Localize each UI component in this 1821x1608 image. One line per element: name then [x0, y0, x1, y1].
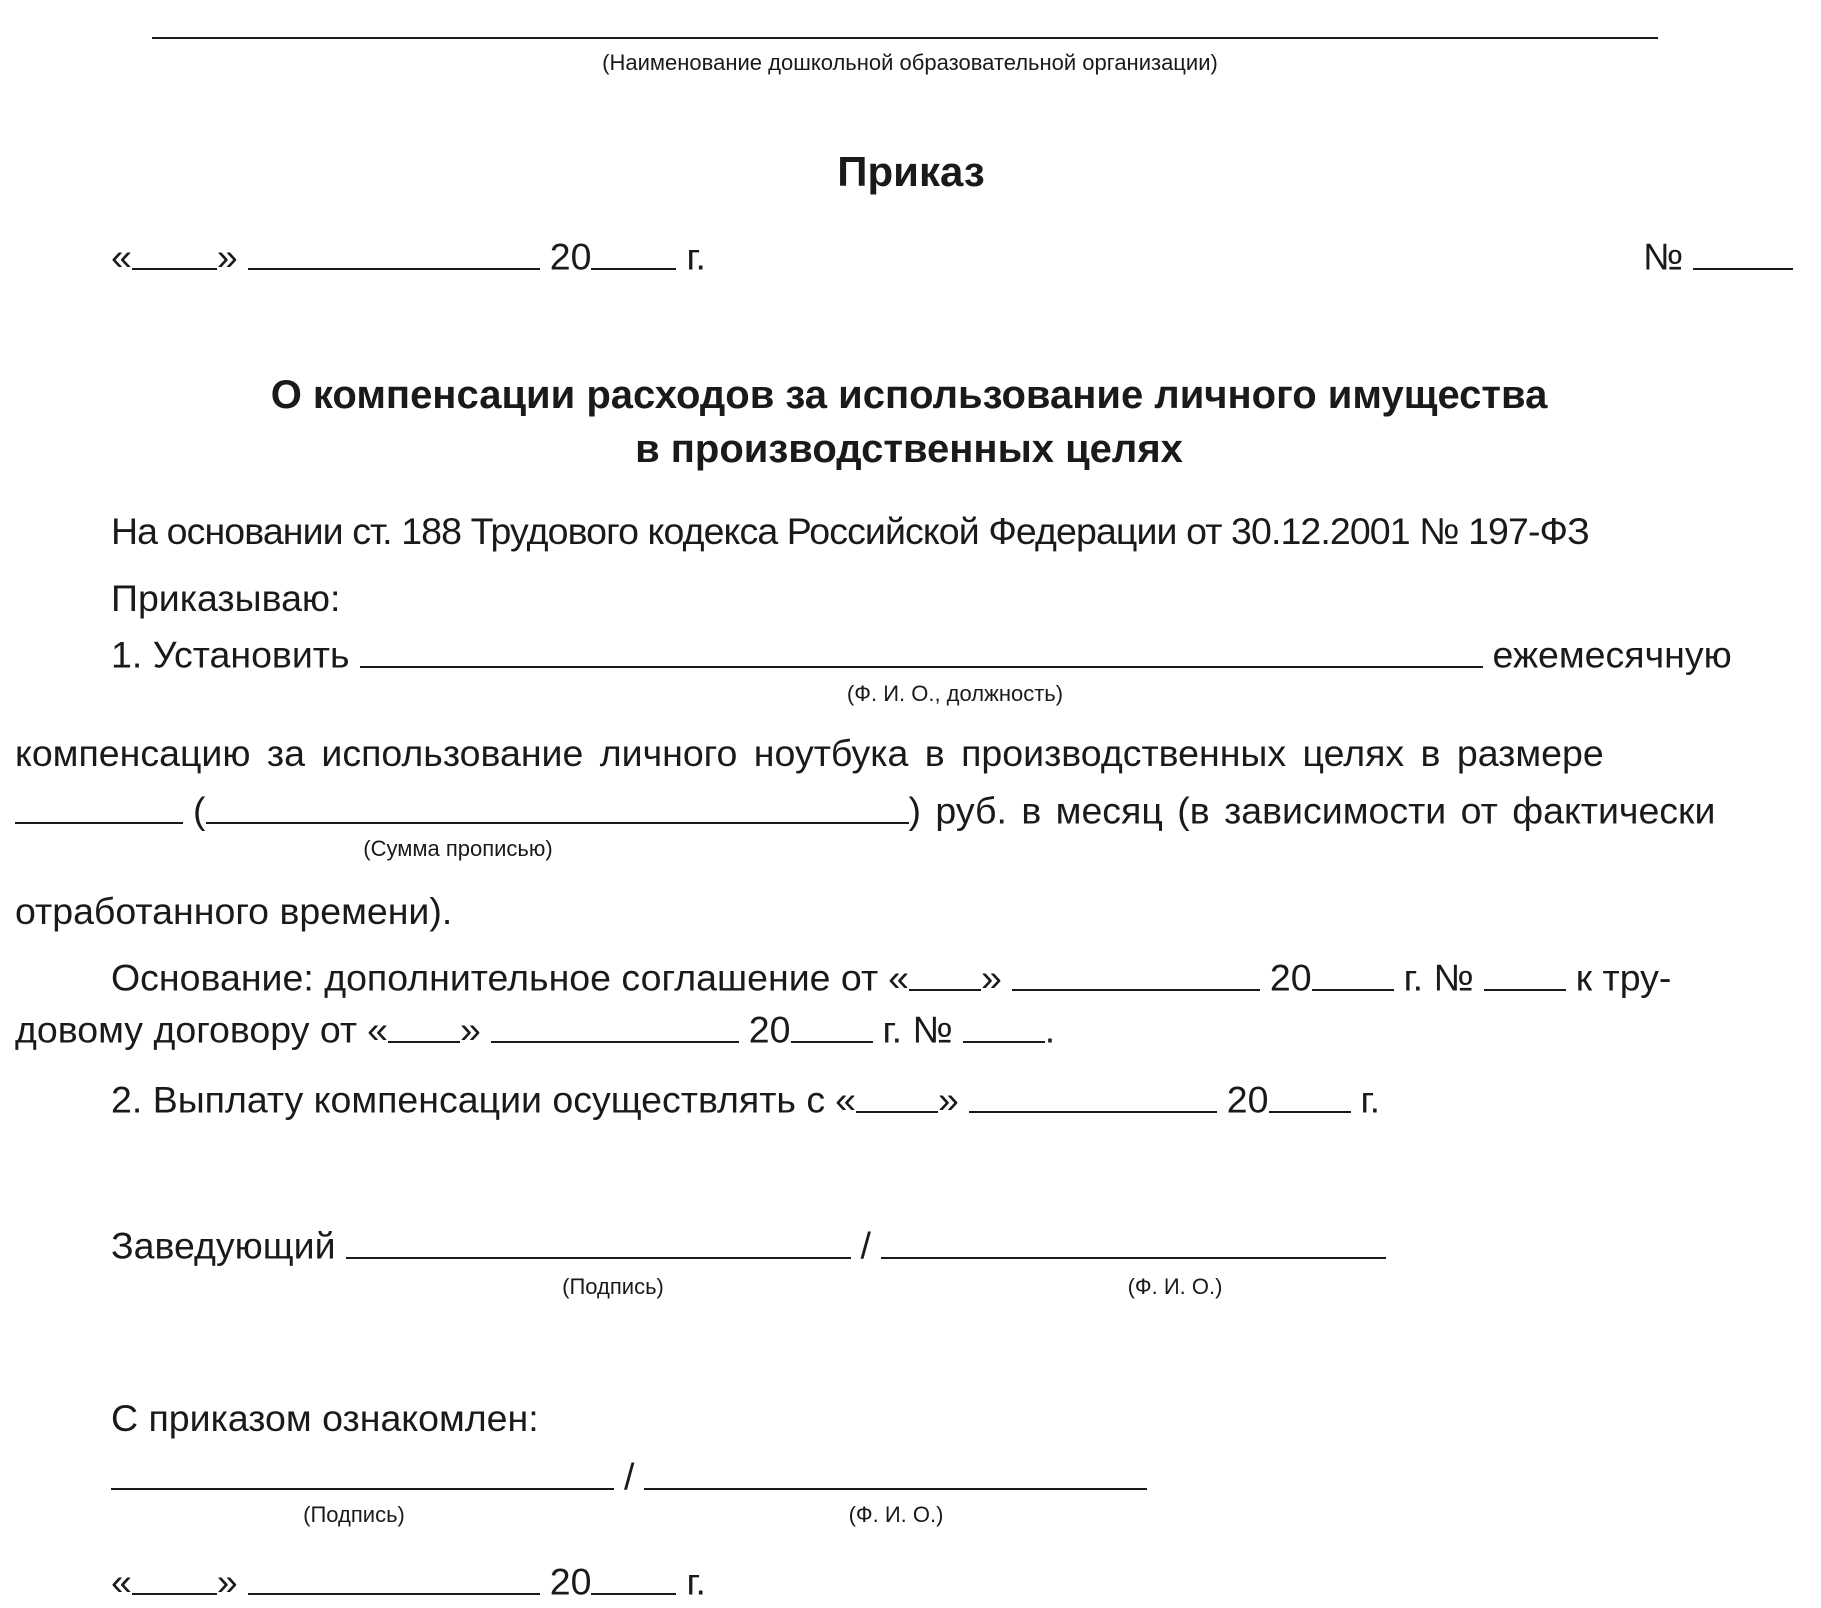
item1-line	[111, 630, 1732, 674]
ack-slash: /	[624, 1455, 635, 1498]
item1-line-3-rest: ) руб. в месяц (в зависимости от фактически	[908, 789, 1716, 832]
payment-year-suffix: г.	[1360, 1078, 1381, 1121]
amount-words-caption: (Сумма прописью)	[363, 836, 553, 861]
payment-year-prefix: 20	[1226, 1078, 1269, 1121]
agreement-year-field[interactable]	[1312, 953, 1394, 991]
item1-line-2: компенсацию за использование личного ноутбука в производственных целях в размере	[15, 732, 1604, 774]
ack-signature-field[interactable]	[111, 1452, 614, 1490]
basis2-suffix: к тру-	[1575, 956, 1672, 999]
quote-open: «	[111, 235, 132, 278]
basis2-line	[111, 953, 1671, 997]
basis2-prefix: Основание: дополнительное соглашение от	[111, 956, 879, 999]
agreement-number-label: г. №	[1403, 956, 1474, 999]
ack-date-line	[111, 1557, 706, 1601]
employee-field[interactable]	[360, 630, 1483, 668]
ack-signature-caption: (Подпись)	[303, 1502, 405, 1527]
head-signature-line	[111, 1221, 1386, 1265]
contract-month-field[interactable]	[491, 1005, 739, 1043]
ack-label: С приказом ознакомлен:	[111, 1397, 539, 1439]
agreement-day-field[interactable]	[909, 953, 981, 991]
quote-close: »	[937, 1078, 959, 1121]
ack-signature-line	[111, 1452, 1147, 1496]
year-prefix: 20	[549, 235, 592, 278]
head-fio-caption: (Ф. И. О.)	[1127, 1274, 1223, 1299]
number-field[interactable]	[1693, 232, 1793, 270]
ack-year-field[interactable]	[591, 1557, 676, 1595]
basis2-line-2	[15, 1005, 1055, 1049]
document-title: Приказ	[837, 148, 985, 195]
head-signature-field[interactable]	[346, 1221, 851, 1259]
org-name-caption: (Наименование дошкольной образовательной организации)	[602, 50, 1218, 75]
employee-caption: (Ф. И. О., должность)	[846, 681, 1064, 706]
org-name-line	[152, 37, 1658, 39]
contract-year-prefix: 20	[748, 1008, 791, 1051]
item1-prefix: 1. Установить	[111, 633, 350, 676]
payment-day-field[interactable]	[856, 1075, 938, 1113]
paren-open: (	[193, 789, 206, 832]
agreement-month-field[interactable]	[1012, 953, 1260, 991]
ack-year-prefix: 20	[549, 1560, 592, 1603]
quote-open: «	[888, 956, 909, 999]
order-number	[1643, 232, 1793, 276]
contract-year-field[interactable]	[791, 1005, 873, 1043]
agreement-number-field[interactable]	[1484, 953, 1566, 991]
item2-prefix: 2. Выплату компенсации осуществлять с	[111, 1078, 826, 1121]
ack-day-field[interactable]	[132, 1557, 217, 1595]
agreement-year-prefix: 20	[1269, 956, 1312, 999]
quote-close: »	[980, 956, 1002, 999]
quote-close: »	[216, 1560, 238, 1603]
basis2-line2-prefix: довому договору от	[15, 1008, 358, 1051]
ack-fio-caption: (Ф. И. О.)	[848, 1502, 944, 1527]
item1-suffix: ежемесячную	[1492, 633, 1732, 676]
payment-year-field[interactable]	[1269, 1075, 1351, 1113]
contract-day-field[interactable]	[388, 1005, 460, 1043]
signature-slash: /	[860, 1224, 871, 1267]
head-fio-field[interactable]	[881, 1221, 1386, 1259]
payment-month-field[interactable]	[969, 1075, 1217, 1113]
period: .	[1044, 1008, 1056, 1051]
quote-open: «	[111, 1560, 132, 1603]
head-label: Заведующий	[111, 1224, 336, 1267]
day-field[interactable]	[132, 232, 217, 270]
month-field[interactable]	[248, 232, 540, 270]
amount-field[interactable]	[15, 786, 183, 824]
contract-number-field[interactable]	[963, 1005, 1045, 1043]
item1-line-3	[15, 786, 1715, 830]
year-suffix: г.	[686, 235, 706, 278]
number-label: №	[1643, 235, 1684, 278]
item1-line-4: отработанного времени).	[15, 890, 453, 932]
ack-fio-field[interactable]	[644, 1452, 1147, 1490]
quote-open: «	[367, 1008, 388, 1051]
ack-year-suffix: г.	[686, 1560, 706, 1603]
ack-month-field[interactable]	[248, 1557, 540, 1595]
head-signature-caption: (Подпись)	[562, 1274, 664, 1299]
subject-line-1: О компенсации расходов за использование личного имущества	[270, 373, 1548, 417]
year-field[interactable]	[591, 232, 676, 270]
order-word: Приказываю:	[111, 577, 341, 619]
subject-line-2: в производственных целях	[635, 427, 1183, 471]
amount-words-field[interactable]	[206, 786, 909, 824]
quote-open: «	[835, 1078, 856, 1121]
contract-number-label: г. №	[882, 1008, 953, 1051]
date-line	[111, 232, 706, 276]
basis-text: На основании ст. 188 Трудового кодекса Российской Федерации от 30.12.2001 № 197-ФЗ	[111, 510, 1589, 552]
item2-line	[111, 1075, 1380, 1119]
quote-close: »	[459, 1008, 481, 1051]
quote-close: »	[216, 235, 238, 278]
